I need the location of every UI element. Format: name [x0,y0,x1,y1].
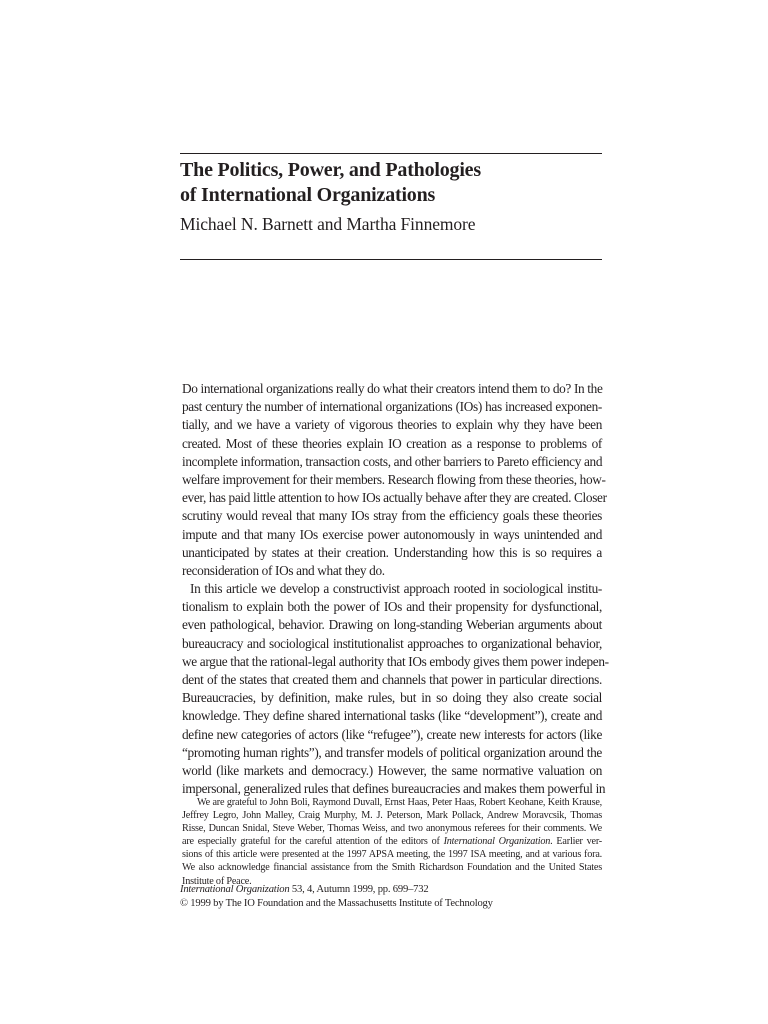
body-line: ever, has paid little attention to how IOs actually behave after they are created. Closer [182,490,607,506]
body-line: reconsideration of IOs and what they do. [182,562,385,578]
body-line: world (like markets and democracy.) However, the same normative valuation on [182,762,602,778]
footnote-line [182,835,602,848]
footnote-line: sions of this article were presented at the 1997 APSA meeting, the 1997 ISA meeting, and at various fora. [182,849,602,861]
bottom-rule [180,259,602,260]
article-body [182,380,609,798]
body-line: Bureaucracies, by definition, make rules, but in so doing they also create social [182,690,602,706]
body-line: unanticipated by states at their creation. Understanding how this is so requires a [182,544,602,560]
journal-title: International Organization [180,884,290,895]
journal-name-italic: International Organization [443,836,551,848]
title-line-1: The Politics, Power, and Pathologies [180,159,481,181]
journal-citation [180,883,428,897]
body-line: bureaucracy and sociological institutionalist approaches to organizational behavior, [182,635,602,651]
footnote-text: are especially grateful for the careful attention of the editors of [182,836,444,848]
body-line: welfare improvement for their members. Research flowing from these theories, how- [182,471,606,487]
body-line: incomplete information, transaction costs, and other barriers to Pareto efficiency and [182,453,603,469]
copyright-notice: © 1999 by The IO Foundation and the Massachusetts Institute of Technology [180,898,493,909]
article-title [180,158,610,208]
body-line: impute and that many IOs exercise power autonomously in ways unintended and [182,526,602,542]
body-line: knowledge. They define shared international tasks (like “development”), create and [182,708,602,724]
title-line-2: of International Organizations [180,184,436,206]
footnote-line: We are grateful to John Boli, Raymond Duvall, Ernst Haas, Peter Haas, Robert Keohane, Keith Krause, [197,797,602,808]
body-line: tially, and we have a variety of vigorous theories to explain why they have been [182,417,602,433]
body-line: “promoting human rights”), and transfer models of political organization around the [182,744,602,760]
body-line: tionalism to explain both the power of IOs and their propensity for dysfunctional, [182,599,602,615]
body-line: dent of the states that created them and channels that power in particular directions. [182,672,602,687]
body-line: created. Most of these theories explain IO creation as a response to problems of [182,435,602,451]
citation-details: 53, 4, Autumn 1999, pp. 699–732 [289,884,429,895]
acknowledgment-footnote [182,796,602,888]
footnote-line: Institute of Peace. [182,875,252,887]
body-line: past century the number of international organizations (IOs) has increased exponen- [182,399,602,415]
body-line: even pathological, behavior. Drawing on long-standing Weberian arguments about [182,617,602,633]
footnote-line: We also acknowledge financial assistance from the Smith Richardson Foundation and the United States [182,862,602,874]
body-line: In this article we develop a constructivist approach rooted in sociological institu- [190,581,602,597]
body-line: Do international organizations really do what their creators intend them to do? In the [182,381,603,396]
footnote-line: Jeffrey Legro, John Malley, Craig Murphy, M. J. Peterson, Mark Pollack, Andrew Moravcsik, Thomas [182,810,602,822]
top-rule [180,153,602,154]
footnote-line: Risse, Duncan Snidal, Steve Weber, Thomas Weiss, and two anonymous referees for their comments. We [182,823,602,835]
body-line: scrutiny would reveal that many IOs stray from the efficiency goals these theories [182,508,602,524]
body-line: impersonal, generalized rules that defines bureaucracies and makes them powerful in [182,781,606,797]
article-authors: Michael N. Barnett and Martha Finnemore [180,214,476,234]
body-line: define new categories of actors (like “refugee”), create new interests for actors (like [182,726,602,742]
footnote-text: . Earlier ver- [550,836,602,848]
body-line: we argue that the rational-legal authority that IOs embody gives them power indepen- [182,653,609,669]
